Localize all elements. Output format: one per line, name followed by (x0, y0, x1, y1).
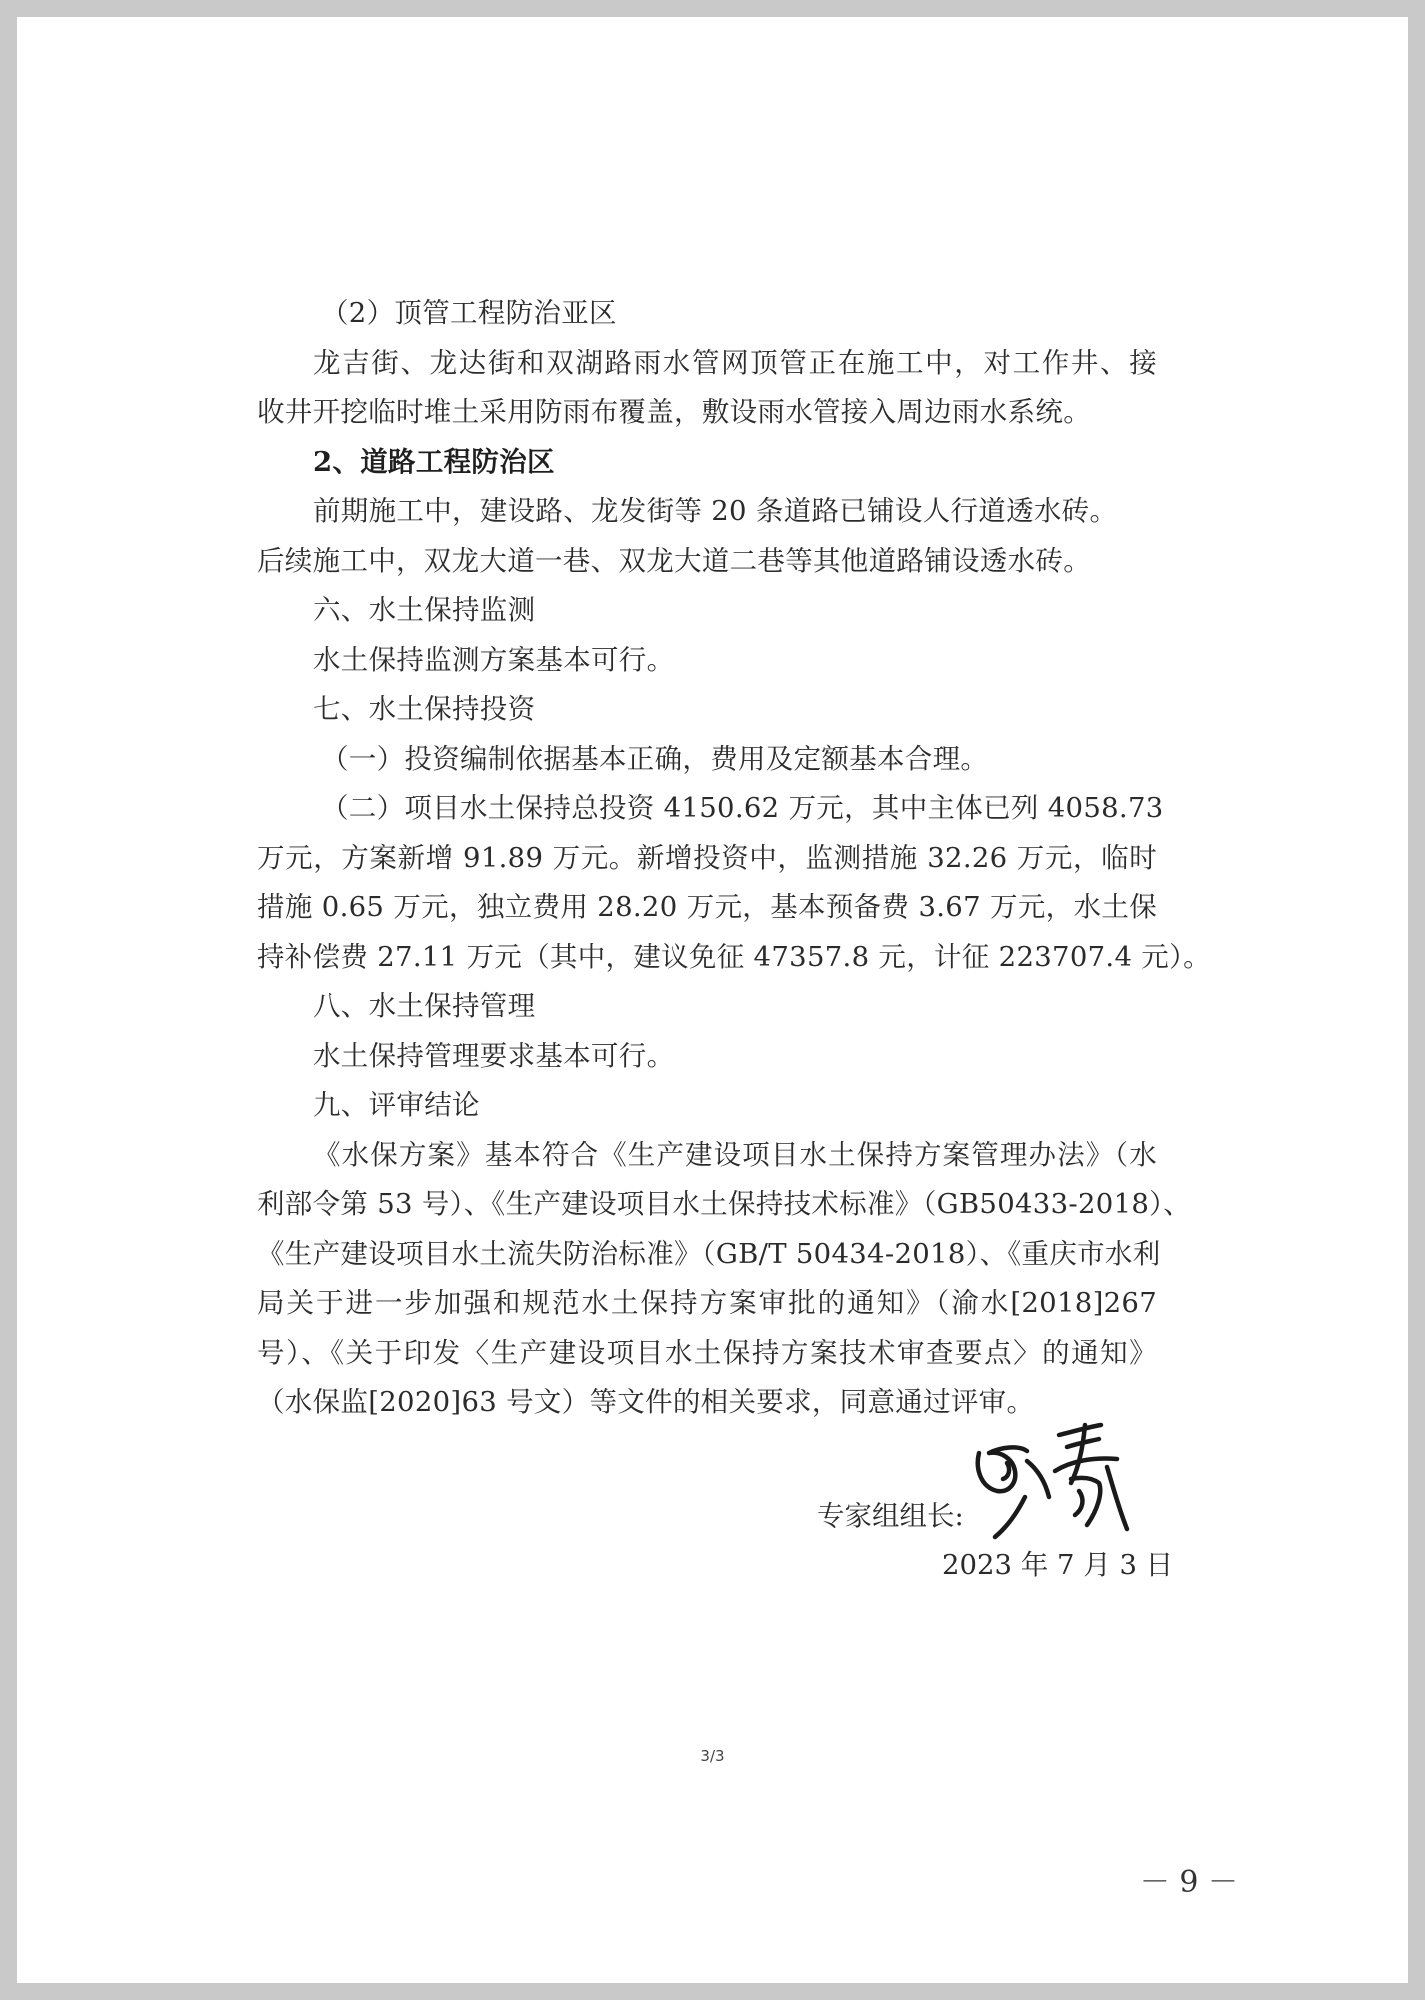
paragraph-line: 万元，方案新增 91.89 万元。新增投资中，监测措施 32.26 万元，临时 (257, 841, 1157, 874)
paragraph-line: 水土保持管理要求基本可行。 (313, 1039, 675, 1072)
handwritten-signature (967, 1417, 1147, 1547)
section-heading: 2、道路工程防治区 (313, 445, 555, 478)
signer-label: 专家组组长: (817, 1500, 964, 1532)
paragraph-line: （二）项目水土保持总投资 4150.62 万元，其中主体已列 4058.73 (321, 792, 1164, 824)
paragraph-line: 利部令第 53 号）、《生产建设项目水土保持技术标准》（GB50433-2018）、 (257, 1188, 1192, 1220)
signature-date: 2023 年 7 月 3 日 (942, 1549, 1174, 1581)
scan-page-number: 3/3 (700, 1747, 725, 1765)
document-body (257, 289, 1211, 1428)
paragraph-line: 号）、《关于印发〈生产建设项目水土保持方案技术审查要点〉的通知》 (257, 1336, 1157, 1369)
page-number: － 9 － (1139, 1865, 1238, 1900)
section-heading: 七、水土保持投资 (313, 693, 536, 725)
paragraph-line: 局关于进一步加强和规范水土保持方案审批的通知》（渝水[2018]267 (257, 1287, 1157, 1319)
paragraph-line: 后续施工中，双龙大道一巷、双龙大道二巷等其他道路铺设透水砖。 (257, 544, 1091, 577)
section-heading: 八、水土保持管理 (313, 990, 536, 1022)
section-heading: 九、评审结论 (313, 1089, 480, 1121)
paragraph-line: （一）投资编制依据基本正确，费用及定额基本合理。 (321, 742, 989, 775)
document-page (17, 17, 1408, 1983)
paragraph-line: 《水保方案》基本符合《生产建设项目水土保持方案管理办法》（水 (313, 1138, 1157, 1171)
paragraph-line: 措施 0.65 万元，独立费用 28.20 万元，基本预备费 3.67 万元，水土保 (257, 891, 1157, 923)
paragraph-line: 龙吉街、龙达街和双湖路雨水管网顶管正在施工中，对工作井、接 (313, 346, 1157, 379)
paragraph-line: 持补偿费 27.11 万元（其中，建议免征 47357.8 元，计征 223707.4 元）。 (257, 940, 1211, 973)
section-heading: 六、水土保持监测 (313, 594, 536, 626)
subsection-heading: （2）顶管工程防治亚区 (321, 297, 617, 329)
paragraph-line: 水土保持监测方案基本可行。 (313, 643, 675, 676)
paragraph-line: 前期施工中，建设路、龙发街等 20 条道路已铺设人行道透水砖。 (313, 495, 1118, 527)
paragraph-line: 收井开挖临时堆土采用防雨布覆盖，敷设雨水管接入周边雨水系统。 (257, 396, 1091, 428)
paragraph-line: 《生产建设项目水土流失防治标准》（GB/T 50434-2018）、《重庆市水利 (257, 1237, 1161, 1270)
paragraph-line: （水保监[2020]63 号文）等文件的相关要求，同意通过评审。 (257, 1386, 1035, 1418)
signature-block (817, 1417, 1177, 1587)
